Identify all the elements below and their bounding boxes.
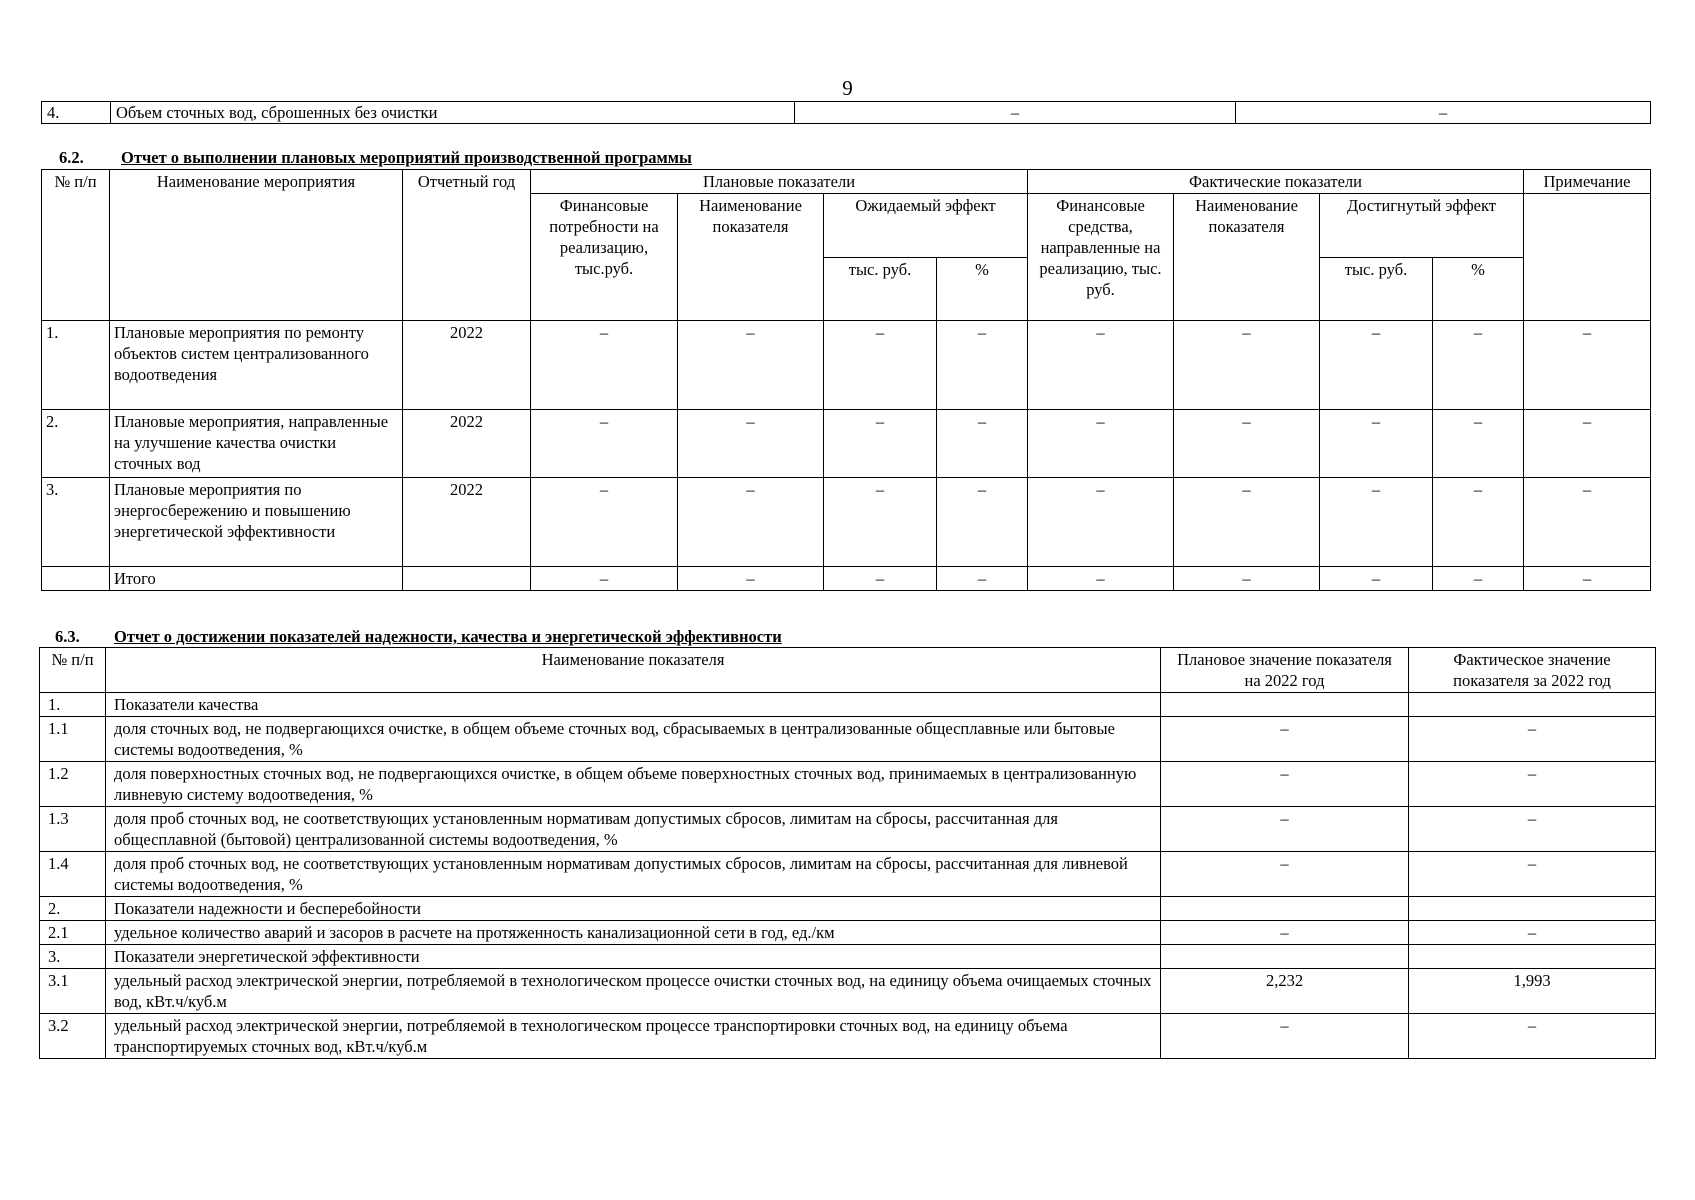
- header-plan: Плановые показатели: [531, 170, 1028, 194]
- table-row: [42, 321, 1651, 410]
- header-fact-effect: Достигнутый эффект: [1320, 194, 1524, 258]
- header-plan: Плановое значение показателя на 2022 год: [1161, 648, 1409, 693]
- section-6-3-title: Отчет о достижении показателей надежности, качества и энергетической эффективности: [114, 627, 782, 646]
- header-plan-name: Наименование показателя: [678, 194, 824, 321]
- row-plan: [1161, 693, 1409, 717]
- cell-dash: –: [531, 410, 678, 478]
- table-row: [40, 921, 1656, 945]
- header-plan-rub: тыс. руб.: [824, 257, 937, 321]
- cell-dash: –: [1028, 410, 1174, 478]
- header-note-empty: [1524, 194, 1651, 321]
- row-fact: –: [1409, 1014, 1656, 1059]
- row-name: доля сточных вод, не подвергающихся очистке, в общем объеме сточных вод, сбрасываемых в централизованные общесплавные или бытовые системы водоотведения, %: [106, 717, 1161, 762]
- row-name: Показатели надежности и бесперебойности: [106, 897, 1161, 921]
- row-num: 1.1: [40, 717, 106, 762]
- header-plan-fin: Финансовые потребности на реализацию, тыс.руб.: [531, 194, 678, 321]
- row-num: 3.1: [40, 969, 106, 1014]
- header-num: № п/п: [40, 648, 106, 693]
- cell-dash: –: [1174, 567, 1320, 591]
- cell-dash: –: [531, 567, 678, 591]
- row-fact: 1,993: [1409, 969, 1656, 1014]
- row-name: Плановые мероприятия по энергосбережению и повышению энергетической эффективности: [110, 478, 403, 567]
- row-year: 2022: [403, 410, 531, 478]
- row-name: Плановые мероприятия, направленные на улучшение качества очистки сточных вод: [110, 410, 403, 478]
- cell-dash: –: [1028, 321, 1174, 410]
- table-row: [42, 478, 1651, 567]
- row-fact: –: [1409, 717, 1656, 762]
- header-plan-effect: Ожидаемый эффект: [824, 194, 1028, 258]
- section-6-3-number: 6.3.: [55, 627, 80, 646]
- table-row: [42, 102, 1651, 124]
- table-row: [40, 807, 1656, 852]
- row-num: 1.3: [40, 807, 106, 852]
- cell-dash: –: [824, 567, 937, 591]
- cell-dash: –: [1028, 567, 1174, 591]
- table-row: [40, 969, 1656, 1014]
- table-row: [40, 717, 1656, 762]
- row-plan: –: [1161, 921, 1409, 945]
- header-fact: Фактическое значение показателя за 2022 год: [1409, 648, 1656, 693]
- row-num: 2.1: [40, 921, 106, 945]
- events-table: [41, 169, 1651, 591]
- cell-dash: –: [937, 321, 1028, 410]
- cell-dash: –: [824, 478, 937, 567]
- table-row: [42, 410, 1651, 478]
- row-fact: [1409, 693, 1656, 717]
- cell-dash: –: [937, 410, 1028, 478]
- cell-dash: –: [824, 321, 937, 410]
- row-name: доля поверхностных сточных вод, не подвергающихся очистке, в общем объеме поверхностных сточных вод, принимаемых в централизованную ливневую систему водоотведения, %: [106, 762, 1161, 807]
- cell-dash: –: [678, 410, 824, 478]
- cell-dash: –: [531, 478, 678, 567]
- section-6-2-number: 6.2.: [59, 148, 84, 167]
- header-name: Наименование показателя: [106, 648, 1161, 693]
- cell-dash: –: [1174, 478, 1320, 567]
- row-plan: 2,232: [1161, 969, 1409, 1014]
- table-row: [40, 945, 1656, 969]
- row-num: 2.: [42, 410, 110, 478]
- row-num: 3.: [42, 478, 110, 567]
- header-fact: Фактические показатели: [1028, 170, 1524, 194]
- table-row: [40, 762, 1656, 807]
- section-6-2-title: Отчет о выполнении плановых мероприятий производственной программы: [121, 148, 692, 167]
- row-num: 1.: [40, 693, 106, 717]
- row-plan: –: [1161, 1014, 1409, 1059]
- indicators-table: [39, 647, 1656, 1059]
- total-label: Итого: [110, 567, 403, 591]
- cell-dash: –: [1174, 410, 1320, 478]
- header-note: Примечание: [1524, 170, 1651, 194]
- header-plan-pct: %: [937, 257, 1028, 321]
- row-fact: [1409, 945, 1656, 969]
- header-fact-fin: Финансовые средства, направленные на реализацию, тыс. руб.: [1028, 194, 1174, 321]
- row-year: 2022: [403, 321, 531, 410]
- cell-dash: –: [937, 567, 1028, 591]
- row-name: Объем сточных вод, сброшенных без очистки: [111, 102, 795, 124]
- row-name: Показатели качества: [106, 693, 1161, 717]
- total-row: [42, 567, 1651, 591]
- top-row-table: [41, 101, 1651, 124]
- row-name: удельный расход электрической энергии, потребляемой в технологическом процессе очистки сточных вод, на единицу объема очищаемых сточных вод, кВт.ч/куб.м: [106, 969, 1161, 1014]
- row-name: Показатели энергетической эффективности: [106, 945, 1161, 969]
- row-fact: –: [1409, 762, 1656, 807]
- row-num: 3.2: [40, 1014, 106, 1059]
- row-plan: [1161, 945, 1409, 969]
- row-value: –: [795, 102, 1236, 124]
- header-num: № п/п: [42, 170, 110, 321]
- row-num: 3.: [40, 945, 106, 969]
- row-plan: –: [1161, 717, 1409, 762]
- cell-dash: –: [1524, 478, 1651, 567]
- page-number: 9: [842, 76, 853, 100]
- row-fact: –: [1409, 852, 1656, 897]
- row-name: удельное количество аварий и засоров в расчете на протяженность канализационной сети в год, ед./км: [106, 921, 1161, 945]
- table-row: [40, 852, 1656, 897]
- row-num: 4.: [42, 102, 111, 124]
- header-name: Наименование мероприятия: [110, 170, 403, 321]
- cell-dash: –: [678, 478, 824, 567]
- cell-dash: –: [678, 567, 824, 591]
- table-row: [40, 1014, 1656, 1059]
- cell-dash: –: [1174, 321, 1320, 410]
- cell-dash: –: [1433, 321, 1524, 410]
- row-num: 2.: [40, 897, 106, 921]
- row-fact: [1409, 897, 1656, 921]
- table-row: [40, 693, 1656, 717]
- cell-dash: –: [678, 321, 824, 410]
- row-num: 1.: [42, 321, 110, 410]
- row-num: [42, 567, 110, 591]
- row-num: 1.2: [40, 762, 106, 807]
- header-fact-name: Наименование показателя: [1174, 194, 1320, 321]
- row-name: удельный расход электрической энергии, потребляемой в технологическом процессе транспортировки сточных вод, на единицу объема транспортируемых сточных вод, кВт.ч/куб.м: [106, 1014, 1161, 1059]
- cell-dash: –: [1524, 567, 1651, 591]
- row-plan: [1161, 897, 1409, 921]
- row-fact: –: [1409, 807, 1656, 852]
- cell-dash: –: [531, 321, 678, 410]
- row-value: –: [1236, 102, 1651, 124]
- cell-dash: –: [1320, 321, 1433, 410]
- cell-dash: –: [1028, 478, 1174, 567]
- cell-dash: –: [1524, 321, 1651, 410]
- row-plan: –: [1161, 807, 1409, 852]
- row-year: 2022: [403, 478, 531, 567]
- row-name: Плановые мероприятия по ремонту объектов систем централизованного водоотведения: [110, 321, 403, 410]
- header-year: Отчетный год: [403, 170, 531, 321]
- header-fact-pct: %: [1433, 257, 1524, 321]
- row-fact: –: [1409, 921, 1656, 945]
- cell-dash: –: [1320, 567, 1433, 591]
- row-num: 1.4: [40, 852, 106, 897]
- row-name: доля проб сточных вод, не соответствующих установленным нормативам допустимых сбросов, лимитам на сбросы, рассчитанная для ливневой системы водоотведения, %: [106, 852, 1161, 897]
- header-fact-rub: тыс. руб.: [1320, 257, 1433, 321]
- cell-dash: –: [1433, 410, 1524, 478]
- cell-dash: –: [1320, 410, 1433, 478]
- table-row: [40, 897, 1656, 921]
- cell-dash: –: [1320, 478, 1433, 567]
- cell-dash: –: [824, 410, 937, 478]
- row-name: доля проб сточных вод, не соответствующих установленным нормативам допустимых сбросов, лимитам на сбросы, рассчитанная для общесплавной (бытовой) централизованной системы водоотведения, %: [106, 807, 1161, 852]
- cell-dash: –: [1433, 567, 1524, 591]
- row-plan: –: [1161, 762, 1409, 807]
- row-year: [403, 567, 531, 591]
- cell-dash: –: [937, 478, 1028, 567]
- indicators-body: [40, 693, 1656, 1059]
- cell-dash: –: [1524, 410, 1651, 478]
- row-plan: –: [1161, 852, 1409, 897]
- cell-dash: –: [1433, 478, 1524, 567]
